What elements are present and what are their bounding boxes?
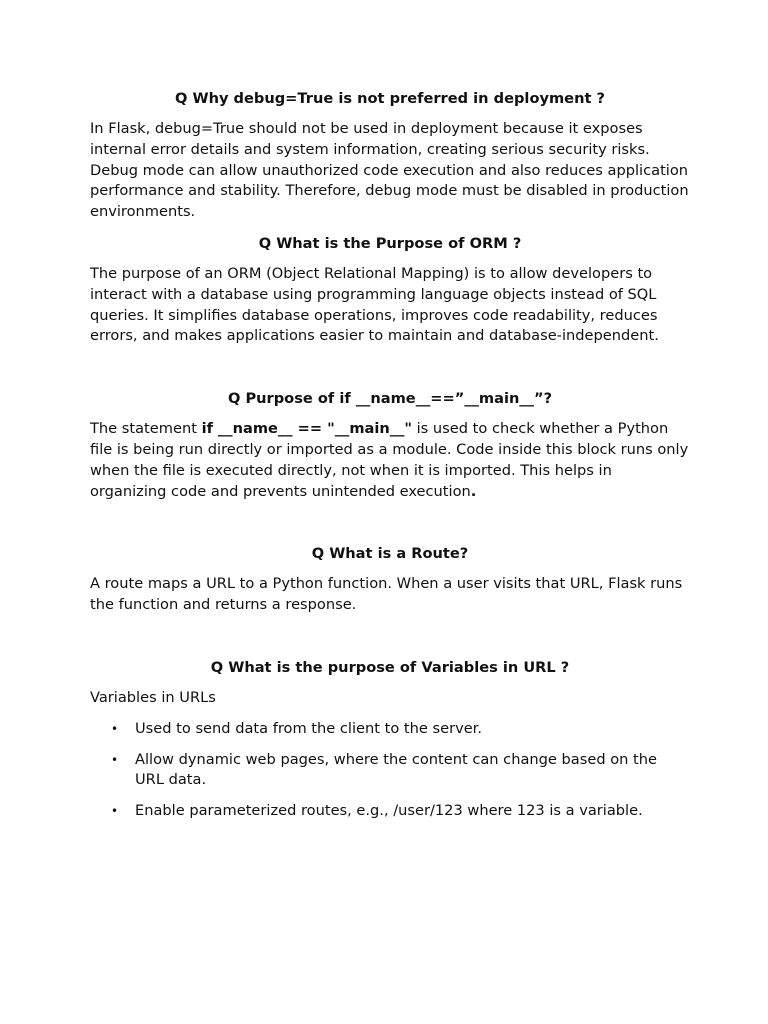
question-heading-route: Q What is a Route? — [311, 545, 469, 563]
document-content — [90, 88, 690, 822]
list-item — [90, 801, 690, 822]
bullet-icon: • — [111, 721, 119, 736]
answer-debug: In Flask, debug=True should not be used in deployment because it exposes internal error details and system information, creating serious security risks. Debug mode can allow unauthorized code execution and also reduces application performance and stability. Therefore, debug mode must be disabled in production environments. — [90, 120, 689, 221]
answer-name-main-suffix: is used to check whether a Python file is being run directly or imported as a module. Code inside this block runs only when the file is executed directly, not when it is imported. This helps in organizing code and prevents unintended execution — [90, 420, 689, 500]
list-item — [90, 719, 690, 740]
question-heading-name-main: Q Purpose of if __name__==”__main__”? — [227, 390, 553, 408]
list-item-text: Allow dynamic web pages, where the content can change based on the URL data. — [135, 750, 657, 789]
answer-name-main-prefix: The statement — [90, 420, 202, 438]
bullet-icon: • — [111, 752, 119, 767]
list-item-text: Used to send data from the client to the server. — [135, 719, 482, 737]
list-item — [90, 750, 690, 792]
answer-orm: The purpose of an ORM (Object Relational Mapping) is to allow developers to interact with a database using programming language objects instead of SQL queries. It simplifies database operations, improves code readability, reduces errors, and makes applications easier to maintain and database-independent. — [90, 264, 659, 345]
answer-name-main — [90, 419, 690, 502]
question-heading-debug: Q Why debug=True is not preferred in deployment ? — [174, 90, 605, 107]
answer-name-main-end: . — [470, 482, 477, 500]
question-heading-url-variables: Q What is the purpose of Variables in URL ? — [210, 658, 570, 676]
question-heading-orm: Q What is the Purpose of ORM ? — [258, 234, 522, 252]
url-variables-list — [90, 719, 690, 822]
code-snippet-name-main: if __name__ == "__main__" — [201, 420, 412, 438]
answer-route: A route maps a URL to a Python function. When a user visits that URL, Flask runs the function and returns a response. — [90, 575, 683, 614]
answer-url-variables-intro: Variables in URLs — [90, 688, 216, 706]
bullet-icon: • — [111, 804, 119, 819]
list-item-text: Enable parameterized routes, e.g., /user/123 where 123 is a variable. — [135, 802, 643, 820]
